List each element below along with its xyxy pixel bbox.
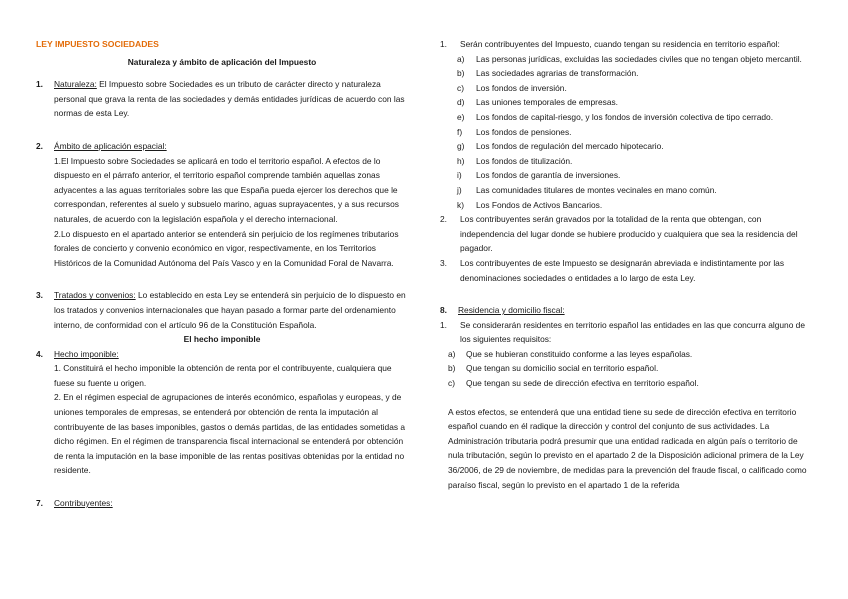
list-item-letter: k) xyxy=(457,199,464,210)
residencia-paragraph: A estos efectos, se entenderá que una entidad tiene su sede de dirección efectiva en territorio español cuando en él radique la dirección y control del conjunto de sus actividades. La Administración tributaria podrá presumir que una entidad radicada en algún país o territorio de nula tributación, según lo previsto en el apartado 2 de la Disposición adicional primera de la Ley 36/2006, de 29 de noviembre, de medidas para la prevención del fraude fiscal, o calificado como paraíso fiscal, según lo previsto en el apartado 1 de la referida xyxy=(448,406,807,490)
heading-hecho-imponible: El hecho imponible xyxy=(183,334,261,345)
contribuyentes-item-3-number: 3. xyxy=(440,257,447,268)
list-item xyxy=(440,125,814,140)
list-item xyxy=(440,376,814,391)
section-1 xyxy=(36,77,408,121)
list-item-letter: c) xyxy=(448,378,455,389)
list-item-text: Los fondos de pensiones. xyxy=(476,126,572,137)
list-item xyxy=(440,347,814,362)
section-3-label: Tratados y convenios: xyxy=(54,290,136,301)
contribuyentes-item-2 xyxy=(440,212,814,256)
contribuyentes-item-1 xyxy=(440,37,814,52)
list-item xyxy=(440,198,814,213)
contribuyentes-item-2-text: Los contribuyentes serán gravados por la totalidad de la renta que obtengan, con independencia del lugar donde se hubiere producido y cualquiera que sea la residencia del pagador. xyxy=(460,214,798,254)
section-7 xyxy=(36,496,408,511)
section-3-number: 3. xyxy=(36,290,43,301)
right-column xyxy=(440,0,814,492)
section-4-paragraph-2: 2. En el régimen especial de agrupaciones de interés económico, españolas y europeas, y de uniones temporales de empresas, se entenderá por obtención de renta la imputación al contribuyente de las bases imponibles, gastos o demás partidas, de las entidades sometidas a dicho régimen. En el régimen de transparencia fiscal internacional se entenderá por obtención de renta la imputación en la base imponible de las rentas positivas obtenidas por la entidad no residente. xyxy=(54,392,406,476)
list-item-letter: e) xyxy=(457,111,465,122)
section-2-paragraph-1: 1.El Impuesto sobre Sociedades se aplicará en todo el territorio español. A efectos de lo dispuesto en el párrafo anterior, el territorio español comprende también aquellas zonas adyacentes a las aguas territoriales sobre las que España pueda ejercer los derechos que le correspondan, referentes al suelo y subsuelo marino, aguas suprayacentes, y a sus recursos naturales, de acuerdo con la legislación española y el derecho internacional. xyxy=(54,155,399,224)
list-item-text: Las personas jurídicas, excluidas las sociedades civiles que no tengan objeto mercantil. xyxy=(476,53,802,64)
list-item-text: Los Fondos de Activos Bancarios. xyxy=(476,199,603,210)
list-item-text: Los fondos de regulación del mercado hipotecario. xyxy=(476,141,664,152)
section-3 xyxy=(36,288,408,332)
list-item-letter: a) xyxy=(448,348,456,359)
list-item-letter: j) xyxy=(457,184,462,195)
section-2 xyxy=(36,139,408,270)
section-4-paragraph-1: 1. Constituirá el hecho imponible la obtención de renta por el contribuyente, cualquiera que fuese su fuente u origen. xyxy=(54,363,392,388)
residencia-item-1-number: 1. xyxy=(440,319,447,330)
residencia-sublist xyxy=(440,347,814,391)
section-7-number: 7. xyxy=(36,498,43,509)
contribuyentes-sublist xyxy=(440,52,814,213)
contribuyentes-item-3-text: Los contribuyentes de este Impuesto se designarán abreviada e indistintamente por las denominaciones sociedades o entidades a lo largo de esta Ley. xyxy=(460,257,785,283)
list-item xyxy=(440,154,814,169)
list-item-text: Las sociedades agrarias de transformación. xyxy=(476,68,639,79)
section-4 xyxy=(36,347,408,478)
residencia-item-1-text: Se considerarán residentes en territorio español las entidades en las que concurra alguno de los siguientes requisitos: xyxy=(460,319,805,345)
contribuyentes-item-1-number: 1. xyxy=(440,39,447,49)
list-item-text: Los fondos de capital-riesgo, y los fondos de inversión colectiva de tipo cerrado. xyxy=(476,111,774,122)
section-8-label: Residencia y domicilio fiscal: xyxy=(458,305,565,316)
contribuyentes-item-1-text: Serán contribuyentes del Impuesto, cuando tengan su residencia en territorio español: xyxy=(460,39,780,49)
section-7-label: Contribuyentes: xyxy=(54,498,113,509)
list-item-text: Que tengan su sede de dirección efectiva en territorio español. xyxy=(466,378,699,389)
list-item xyxy=(440,81,814,96)
list-item-letter: h) xyxy=(457,155,465,166)
list-item-letter: b) xyxy=(448,363,456,374)
section-8 xyxy=(440,303,814,318)
section-1-label: Naturaleza: xyxy=(54,79,97,90)
list-item-text: Los fondos de titulización. xyxy=(476,155,573,166)
list-item-text: Los fondos de inversión. xyxy=(476,82,567,93)
left-column xyxy=(36,0,408,511)
contribuyentes-item-2-number: 2. xyxy=(440,214,447,225)
list-item-letter: a) xyxy=(457,53,465,64)
list-item xyxy=(440,95,814,110)
list-item xyxy=(440,139,814,154)
section-4-label: Hecho imponible: xyxy=(54,348,119,359)
section-2-paragraph-2: 2.Lo dispuesto en el apartado anterior se entenderá sin perjuicio de los regímenes tributarios forales de concierto y convenio económico en vigor, respectivamente, en los Territorios Históricos de la Comunidad Autónoma del País Vasco y en la Comunidad Foral de Navarra. xyxy=(54,228,399,268)
list-item-letter: g) xyxy=(457,141,465,152)
section-1-number: 1. xyxy=(36,79,43,90)
list-item-letter: b) xyxy=(457,68,465,79)
section-4-number: 4. xyxy=(36,348,43,359)
list-item-letter: c) xyxy=(457,82,464,93)
list-item-letter: i) xyxy=(457,170,462,181)
list-item-letter: d) xyxy=(457,97,465,108)
list-item-text: Las comunidades titulares de montes vecinales en mano común. xyxy=(476,184,717,195)
document-title: LEY IMPUESTO SOCIEDADES xyxy=(36,39,159,49)
residencia-item-1 xyxy=(440,318,814,347)
list-item xyxy=(440,110,814,125)
list-item xyxy=(440,168,814,183)
heading-naturaleza: Naturaleza y ámbito de aplicación del Impuesto xyxy=(127,56,317,67)
list-item-letter: f) xyxy=(457,126,463,137)
list-item-text: Las uniones temporales de empresas. xyxy=(476,97,618,108)
list-item-text: Que tengan su domicilio social en territorio español. xyxy=(466,363,659,374)
section-8-number: 8. xyxy=(440,305,447,316)
section-3-text: Lo establecido en esta Ley se entenderá sin perjuicio de lo dispuesto en los tratados y convenios internacionales que hayan pasado a formar parte del ordenamiento interno, de conformidad con el artículo 96 de la Constitución Española. xyxy=(54,290,406,330)
list-item xyxy=(440,183,814,198)
list-item xyxy=(440,52,814,67)
list-item-text: Que se hubieran constituido conforme a las leyes españolas. xyxy=(466,348,693,359)
contribuyentes-item-3 xyxy=(440,256,814,285)
list-item-text: Los fondos de garantía de inversiones. xyxy=(476,170,621,181)
section-1-text: El Impuesto sobre Sociedades es un tributo de carácter directo y naturaleza personal que grava la renta de las sociedades y demás entidades jurídicas de acuerdo con las normas de esta Ley. xyxy=(54,79,405,119)
list-item xyxy=(440,66,814,81)
list-item xyxy=(440,361,814,376)
section-2-label: Ámbito de aplicación espacial: xyxy=(54,140,167,151)
section-2-number: 2. xyxy=(36,140,43,151)
